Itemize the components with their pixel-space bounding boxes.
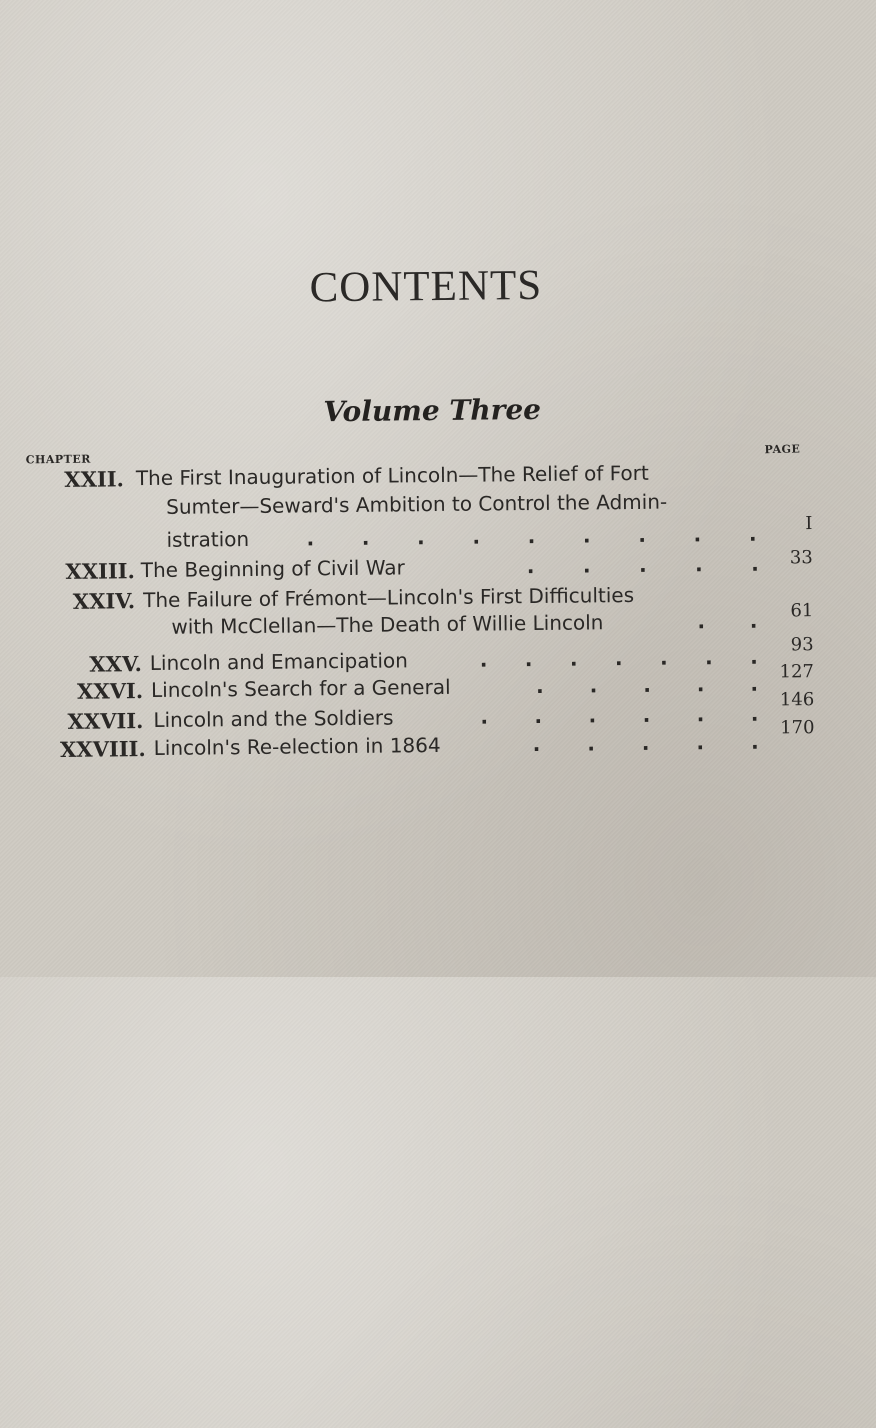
- page-number: 93: [790, 634, 814, 656]
- leader-dots: . . . . .: [532, 729, 759, 757]
- leader-dots: . . . . .: [526, 551, 759, 579]
- chapter-title-line: Lincoln's Re-election in 1864: [153, 732, 441, 760]
- leader-dots: . . . . . . . . .: [306, 521, 757, 551]
- chapter-number: XXV.: [89, 651, 142, 677]
- leader-dots: . . . . . .: [480, 701, 759, 729]
- chapter-title-line: Sumter—Seward's Ambition to Control the Admin-: [166, 489, 668, 519]
- volume-heading: Volume Three: [323, 392, 542, 429]
- chapter-title-line: Lincoln's Search for a General: [150, 674, 451, 703]
- chapter-number: XXVI.: [76, 678, 144, 704]
- page-number: 146: [779, 689, 815, 711]
- leader-dots: . . . . .: [535, 671, 759, 698]
- page-column-header: PAGE: [764, 442, 801, 457]
- chapter-number: XXIII.: [65, 558, 135, 584]
- chapter-title-line: Lincoln and Emancipation: [149, 648, 408, 676]
- chapter-title-line: The Beginning of Civil War: [140, 555, 405, 583]
- chapter-number: XXVII.: [67, 708, 144, 734]
- page-number: 61: [790, 600, 814, 622]
- chapter-title-line: istration: [166, 526, 250, 552]
- page-number: 127: [779, 661, 815, 683]
- chapter-number: XXIV.: [72, 588, 136, 614]
- page-number: 170: [780, 717, 815, 739]
- chapter-title-line: The Failure of Frémont—Lincoln's First Difficulties: [143, 582, 635, 613]
- page-number: 33: [789, 547, 813, 569]
- chapter-number: XXVIII.: [59, 736, 146, 762]
- page-number: I: [805, 513, 813, 535]
- leader-dots: . . . . . . .: [479, 644, 758, 672]
- chapter-title-line: Lincoln and the Soldiers: [153, 705, 394, 732]
- page-title: CONTENTS: [309, 261, 543, 312]
- chapter-column-header: CHAPTER: [25, 452, 91, 467]
- leader-dots: . .: [697, 608, 758, 634]
- chapter-title-line: The First Inauguration of Lincoln—The Relief of Fort: [135, 460, 649, 491]
- chapter-title-line: with McClellan—The Death of Willie Lincoln: [171, 610, 604, 639]
- chapter-number: XXII.: [64, 466, 125, 492]
